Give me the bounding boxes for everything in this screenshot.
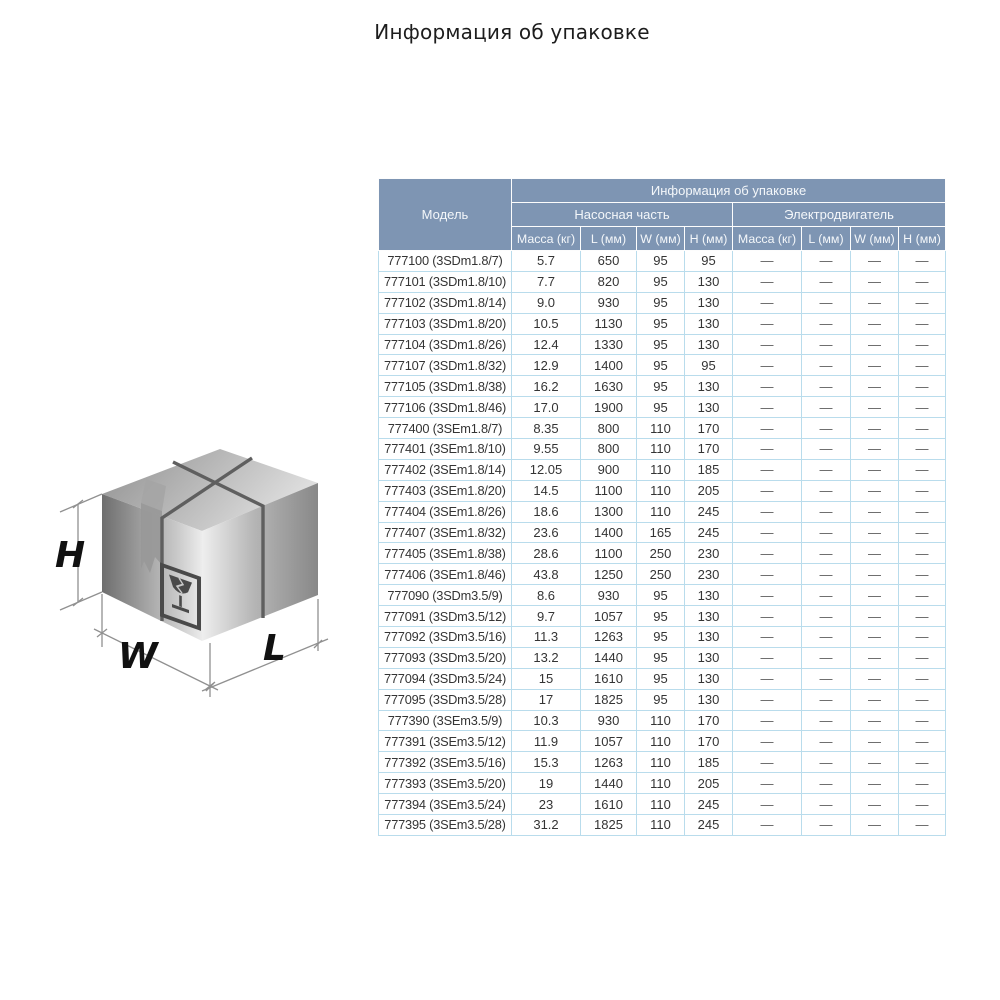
value-cell: — (899, 251, 946, 272)
model-cell: 777405 (3SEm1.8/38) (379, 543, 512, 564)
model-cell: 777104 (3SDm1.8/26) (379, 334, 512, 355)
value-cell: — (851, 668, 899, 689)
value-cell: 110 (637, 710, 685, 731)
table-row (379, 501, 946, 522)
value-cell: 1825 (581, 689, 637, 710)
value-cell: 245 (685, 794, 733, 815)
value-cell: 1250 (581, 564, 637, 585)
model-cell: 777090 (3SDm3.5/9) (379, 585, 512, 606)
value-cell: — (733, 334, 802, 355)
value-cell: — (733, 313, 802, 334)
value-cell: 7.7 (512, 271, 581, 292)
value-cell: 43.8 (512, 564, 581, 585)
value-cell: — (802, 564, 851, 585)
table-row (379, 794, 946, 815)
table-row (379, 815, 946, 836)
value-cell: — (802, 271, 851, 292)
model-cell: 777103 (3SDm1.8/20) (379, 313, 512, 334)
value-cell: — (899, 522, 946, 543)
value-cell: — (899, 501, 946, 522)
value-cell: 9.0 (512, 292, 581, 313)
value-cell: 95 (637, 668, 685, 689)
value-cell: 250 (637, 543, 685, 564)
value-cell: — (802, 397, 851, 418)
value-cell: 12.4 (512, 334, 581, 355)
value-cell: 130 (685, 689, 733, 710)
value-cell: 245 (685, 501, 733, 522)
value-cell: — (733, 647, 802, 668)
value-cell: — (802, 585, 851, 606)
value-cell: 130 (685, 606, 733, 627)
table-row (379, 418, 946, 439)
value-cell: 17 (512, 689, 581, 710)
value-cell: 28.6 (512, 543, 581, 564)
value-cell: — (899, 794, 946, 815)
value-cell: — (899, 710, 946, 731)
value-cell: 800 (581, 418, 637, 439)
value-cell: — (802, 689, 851, 710)
value-cell: 205 (685, 480, 733, 501)
value-cell: 1300 (581, 501, 637, 522)
table-row (379, 292, 946, 313)
value-cell: — (899, 459, 946, 480)
value-cell: 1825 (581, 815, 637, 836)
value-cell: 170 (685, 439, 733, 460)
value-cell: — (802, 418, 851, 439)
value-cell: — (802, 439, 851, 460)
table-row (379, 585, 946, 606)
value-cell: — (802, 627, 851, 648)
subheader-motor-h: H (мм) (899, 227, 946, 251)
value-cell: 12.9 (512, 355, 581, 376)
value-cell: 165 (637, 522, 685, 543)
value-cell: 12.05 (512, 459, 581, 480)
value-cell: 11.3 (512, 627, 581, 648)
value-cell: 95 (637, 251, 685, 272)
value-cell: — (802, 313, 851, 334)
value-cell: — (851, 710, 899, 731)
value-cell: 130 (685, 585, 733, 606)
value-cell: 95 (685, 355, 733, 376)
value-cell: — (851, 585, 899, 606)
value-cell: 900 (581, 459, 637, 480)
length-label: L (263, 628, 286, 669)
value-cell: 8.35 (512, 418, 581, 439)
value-cell: 17.0 (512, 397, 581, 418)
value-cell: — (733, 731, 802, 752)
value-cell: — (733, 606, 802, 627)
value-cell: 130 (685, 397, 733, 418)
value-cell: 130 (685, 627, 733, 648)
subheader-pump-mass: Масса (кг) (512, 227, 581, 251)
value-cell: — (733, 459, 802, 480)
package-box-diagram (40, 415, 350, 715)
subheader-pump-h: H (мм) (685, 227, 733, 251)
value-cell: — (851, 647, 899, 668)
value-cell: 31.2 (512, 815, 581, 836)
value-cell: — (899, 689, 946, 710)
value-cell: 9.7 (512, 606, 581, 627)
value-cell: — (802, 522, 851, 543)
value-cell: — (733, 627, 802, 648)
value-cell: — (733, 355, 802, 376)
value-cell: 820 (581, 271, 637, 292)
table-row (379, 752, 946, 773)
table-row (379, 564, 946, 585)
table-row (379, 543, 946, 564)
value-cell: — (802, 752, 851, 773)
value-cell: 110 (637, 439, 685, 460)
value-cell: — (733, 397, 802, 418)
value-cell: 110 (637, 773, 685, 794)
value-cell: 130 (685, 376, 733, 397)
value-cell: — (733, 794, 802, 815)
value-cell: 10.3 (512, 710, 581, 731)
value-cell: — (851, 459, 899, 480)
value-cell: — (802, 501, 851, 522)
value-cell: 110 (637, 731, 685, 752)
value-cell: 95 (637, 292, 685, 313)
table-row (379, 606, 946, 627)
value-cell: 185 (685, 752, 733, 773)
value-cell: 1900 (581, 397, 637, 418)
value-cell: — (802, 668, 851, 689)
value-cell: 110 (637, 501, 685, 522)
value-cell: — (802, 480, 851, 501)
value-cell: 95 (637, 271, 685, 292)
subheader-motor-w: W (мм) (851, 227, 899, 251)
value-cell: 95 (637, 397, 685, 418)
value-cell: — (899, 313, 946, 334)
subheader-motor-mass: Масса (кг) (733, 227, 802, 251)
model-cell: 777403 (3SEm1.8/20) (379, 480, 512, 501)
model-cell: 777107 (3SDm1.8/32) (379, 355, 512, 376)
model-cell: 777401 (3SEm1.8/10) (379, 439, 512, 460)
value-cell: — (733, 564, 802, 585)
value-cell: — (851, 543, 899, 564)
value-cell: — (802, 647, 851, 668)
value-cell: — (851, 313, 899, 334)
value-cell: — (899, 543, 946, 564)
value-cell: — (851, 752, 899, 773)
value-cell: 15 (512, 668, 581, 689)
value-cell: — (899, 731, 946, 752)
value-cell: — (851, 627, 899, 648)
value-cell: — (802, 606, 851, 627)
table-row (379, 376, 946, 397)
value-cell: — (851, 606, 899, 627)
value-cell: — (733, 710, 802, 731)
value-cell: — (851, 376, 899, 397)
table-title-header: Информация об упаковке (512, 179, 946, 203)
value-cell: — (733, 752, 802, 773)
value-cell: 15.3 (512, 752, 581, 773)
value-cell: — (899, 668, 946, 689)
table-row (379, 334, 946, 355)
value-cell: — (899, 334, 946, 355)
value-cell: — (802, 459, 851, 480)
table-row (379, 668, 946, 689)
value-cell: — (899, 418, 946, 439)
value-cell: 1440 (581, 773, 637, 794)
value-cell: — (899, 752, 946, 773)
value-cell: — (733, 439, 802, 460)
value-cell: — (802, 251, 851, 272)
value-cell: — (851, 815, 899, 836)
value-cell: — (733, 773, 802, 794)
table-row (379, 731, 946, 752)
value-cell: — (802, 731, 851, 752)
value-cell: 130 (685, 668, 733, 689)
value-cell: 130 (685, 647, 733, 668)
value-cell: 110 (637, 459, 685, 480)
value-cell: — (899, 376, 946, 397)
model-cell: 777400 (3SEm1.8/7) (379, 418, 512, 439)
value-cell: 16.2 (512, 376, 581, 397)
table-row (379, 647, 946, 668)
value-cell: — (899, 773, 946, 794)
value-cell: — (802, 794, 851, 815)
value-cell: — (802, 355, 851, 376)
value-cell: 170 (685, 710, 733, 731)
value-cell: — (851, 292, 899, 313)
value-cell: 14.5 (512, 480, 581, 501)
value-cell: 930 (581, 710, 637, 731)
value-cell: — (899, 271, 946, 292)
model-cell: 777395 (3SEm3.5/28) (379, 815, 512, 836)
value-cell: 110 (637, 752, 685, 773)
value-cell: 130 (685, 313, 733, 334)
value-cell: — (899, 647, 946, 668)
value-cell: 95 (637, 334, 685, 355)
value-cell: — (733, 522, 802, 543)
model-cell: 777093 (3SDm3.5/20) (379, 647, 512, 668)
page-title: Информация об упаковке (374, 20, 650, 44)
value-cell: 250 (637, 564, 685, 585)
subheader-pump-w: W (мм) (637, 227, 685, 251)
value-cell: 95 (637, 313, 685, 334)
value-cell: 13.2 (512, 647, 581, 668)
value-cell: 23 (512, 794, 581, 815)
value-cell: — (802, 334, 851, 355)
value-cell: 95 (637, 627, 685, 648)
subheader-motor-l: L (мм) (802, 227, 851, 251)
table-row (379, 689, 946, 710)
value-cell: 230 (685, 564, 733, 585)
value-cell: 23.6 (512, 522, 581, 543)
table-row (379, 459, 946, 480)
value-cell: 95 (685, 251, 733, 272)
value-cell: 185 (685, 459, 733, 480)
model-cell: 777402 (3SEm1.8/14) (379, 459, 512, 480)
height-label: H (55, 535, 86, 576)
table-row (379, 271, 946, 292)
value-cell: — (733, 271, 802, 292)
value-cell: — (851, 522, 899, 543)
value-cell: 5.7 (512, 251, 581, 272)
value-cell: 930 (581, 585, 637, 606)
value-cell: — (733, 543, 802, 564)
model-cell: 777091 (3SDm3.5/12) (379, 606, 512, 627)
value-cell: — (899, 439, 946, 460)
value-cell: 130 (685, 292, 733, 313)
value-cell: — (851, 418, 899, 439)
value-cell: 1057 (581, 731, 637, 752)
value-cell: 1100 (581, 480, 637, 501)
width-label: W (118, 636, 158, 677)
table-row (379, 313, 946, 334)
model-cell: 777391 (3SEm3.5/12) (379, 731, 512, 752)
value-cell: 95 (637, 355, 685, 376)
model-cell: 777392 (3SEm3.5/16) (379, 752, 512, 773)
value-cell: — (802, 773, 851, 794)
value-cell: — (851, 271, 899, 292)
value-cell: — (733, 668, 802, 689)
value-cell: — (851, 564, 899, 585)
table-row (379, 439, 946, 460)
value-cell: — (851, 355, 899, 376)
value-cell: 110 (637, 815, 685, 836)
value-cell: 130 (685, 271, 733, 292)
column-header-model: Модель (379, 179, 512, 251)
value-cell: — (733, 480, 802, 501)
value-cell: 110 (637, 418, 685, 439)
value-cell: 95 (637, 647, 685, 668)
model-cell: 777102 (3SDm1.8/14) (379, 292, 512, 313)
value-cell: 1400 (581, 522, 637, 543)
value-cell: — (733, 585, 802, 606)
value-cell: 930 (581, 292, 637, 313)
table-body (379, 251, 946, 836)
value-cell: 95 (637, 689, 685, 710)
value-cell: 1057 (581, 606, 637, 627)
table-row (379, 397, 946, 418)
value-cell: — (899, 627, 946, 648)
value-cell: — (802, 815, 851, 836)
value-cell: 95 (637, 585, 685, 606)
value-cell: 170 (685, 731, 733, 752)
value-cell: — (851, 397, 899, 418)
value-cell: 95 (637, 606, 685, 627)
model-cell: 777404 (3SEm1.8/26) (379, 501, 512, 522)
value-cell: — (802, 710, 851, 731)
model-cell: 777094 (3SDm3.5/24) (379, 668, 512, 689)
value-cell: 1610 (581, 668, 637, 689)
value-cell: 18.6 (512, 501, 581, 522)
value-cell: 800 (581, 439, 637, 460)
model-cell: 777101 (3SDm1.8/10) (379, 271, 512, 292)
value-cell: 130 (685, 334, 733, 355)
model-cell: 777095 (3SDm3.5/28) (379, 689, 512, 710)
value-cell: — (899, 397, 946, 418)
model-cell: 777390 (3SEm3.5/9) (379, 710, 512, 731)
value-cell: 230 (685, 543, 733, 564)
model-cell: 777394 (3SEm3.5/24) (379, 794, 512, 815)
value-cell: 110 (637, 480, 685, 501)
value-cell: 9.55 (512, 439, 581, 460)
value-cell: — (899, 564, 946, 585)
table-row (379, 522, 946, 543)
value-cell: 1330 (581, 334, 637, 355)
value-cell: — (733, 251, 802, 272)
value-cell: 110 (637, 794, 685, 815)
group-header-motor: Электродвигатель (733, 203, 946, 227)
table-row (379, 773, 946, 794)
value-cell: — (851, 439, 899, 460)
packaging-table (378, 178, 946, 836)
value-cell: — (851, 480, 899, 501)
model-cell: 777406 (3SEm1.8/46) (379, 564, 512, 585)
value-cell: — (851, 731, 899, 752)
value-cell: 245 (685, 815, 733, 836)
value-cell: 1100 (581, 543, 637, 564)
value-cell: 205 (685, 773, 733, 794)
table-row (379, 480, 946, 501)
table-row (379, 627, 946, 648)
value-cell: — (899, 815, 946, 836)
value-cell: 1263 (581, 627, 637, 648)
value-cell: 8.6 (512, 585, 581, 606)
value-cell: — (899, 480, 946, 501)
value-cell: — (899, 355, 946, 376)
value-cell: — (802, 543, 851, 564)
value-cell: — (802, 376, 851, 397)
value-cell: 1130 (581, 313, 637, 334)
value-cell: 1263 (581, 752, 637, 773)
value-cell: 1630 (581, 376, 637, 397)
value-cell: 10.5 (512, 313, 581, 334)
model-cell: 777106 (3SDm1.8/46) (379, 397, 512, 418)
value-cell: — (851, 689, 899, 710)
value-cell: — (802, 292, 851, 313)
model-cell: 777100 (3SDm1.8/7) (379, 251, 512, 272)
value-cell: — (899, 292, 946, 313)
value-cell: 650 (581, 251, 637, 272)
value-cell: 1610 (581, 794, 637, 815)
value-cell: — (899, 585, 946, 606)
value-cell: — (851, 773, 899, 794)
table-row (379, 355, 946, 376)
model-cell: 777092 (3SDm3.5/16) (379, 627, 512, 648)
value-cell: 1440 (581, 647, 637, 668)
value-cell: 245 (685, 522, 733, 543)
model-cell: 777105 (3SDm1.8/38) (379, 376, 512, 397)
value-cell: — (851, 501, 899, 522)
group-header-pump: Насосная часть (512, 203, 733, 227)
value-cell: — (733, 376, 802, 397)
value-cell: — (851, 334, 899, 355)
value-cell: — (851, 251, 899, 272)
value-cell: 170 (685, 418, 733, 439)
value-cell: — (733, 292, 802, 313)
value-cell: 19 (512, 773, 581, 794)
value-cell: — (899, 606, 946, 627)
table-row (379, 251, 946, 272)
value-cell: 11.9 (512, 731, 581, 752)
value-cell: 1400 (581, 355, 637, 376)
table-row (379, 710, 946, 731)
value-cell: — (733, 418, 802, 439)
value-cell: 95 (637, 376, 685, 397)
value-cell: — (733, 815, 802, 836)
value-cell: — (733, 501, 802, 522)
value-cell: — (733, 689, 802, 710)
model-cell: 777393 (3SEm3.5/20) (379, 773, 512, 794)
subheader-pump-l: L (мм) (581, 227, 637, 251)
value-cell: — (851, 794, 899, 815)
model-cell: 777407 (3SEm1.8/32) (379, 522, 512, 543)
